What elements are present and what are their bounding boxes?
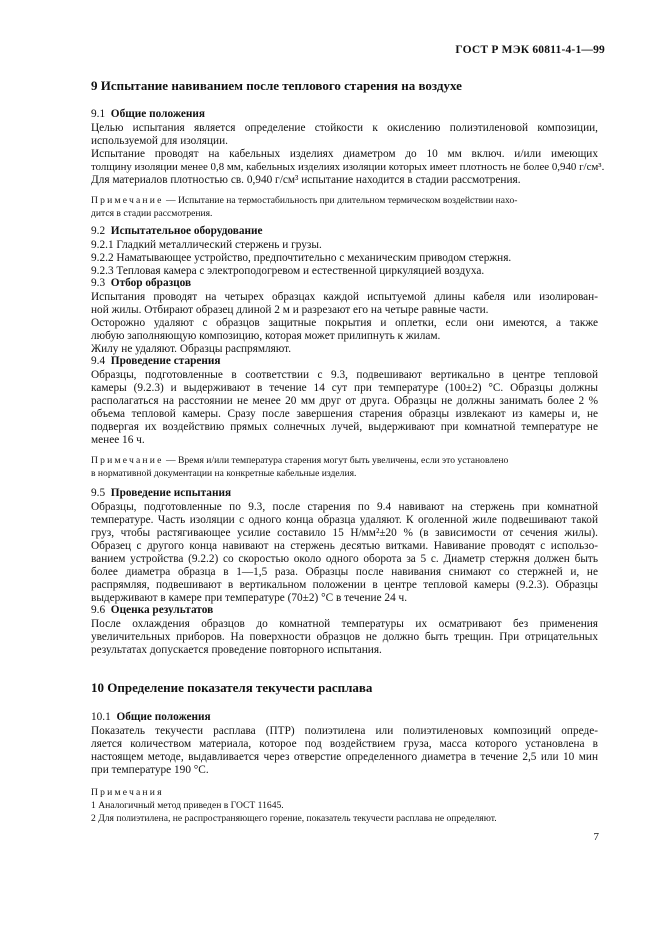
text-line: толщину изоляции менее 0,8 мм, кабельных изделиях изоляции которых имеет плотность не более 0,940 г/см³.: [91, 161, 605, 173]
text-line: Испытание проводят на кабельных изделиях диаметром до 10 мм включ. и/или имеющих: [91, 148, 598, 160]
text-line: Испытания проводят на четырех образцах каждой испытуемой длины кабеля или изолирован-: [91, 291, 598, 303]
page-number: 7: [593, 831, 599, 843]
note-2-cont: в нормативной документации на конкретные кабельные изделия.: [91, 468, 357, 479]
note-1-cont: дится в стадии рассмотрения.: [91, 208, 213, 219]
heading-9-5: 9.5 Проведение испытания: [91, 487, 232, 499]
text-line: Образцы, подготовленные в соответствии с 9.3, подвешивают вертикально в центре тепловой: [91, 369, 598, 381]
text-line: располагаться на расстоянии не менее 20 мм друг от друга. Образцы не должны занимать более 2 %: [91, 395, 598, 407]
text-line: После охлаждения образцов до комнатной температуры их осматривают без применения: [91, 618, 598, 630]
text-line: Жилу не удаляют. Образцы распрямляют.: [91, 343, 292, 355]
text-line: при температуре 190 °С.: [91, 764, 209, 776]
note-item-2: 2 Для полиэтилена, не распространяющего горение, показатель текучести расплава не определяют.: [91, 813, 497, 824]
section-9-title: 9 Испытание навиванием после теплового старения на воздухе: [91, 78, 462, 93]
text-line: любую заполняющую композицию, которая может прилипнуть к жилам.: [91, 330, 441, 342]
text-line: объема тепловой камеры. Сразу после завершения старения образцы извлекают из камеры и, не: [91, 408, 598, 420]
heading-9-1: 9.1 Общие положения: [91, 108, 206, 120]
text-line: Образец с другого конца навивают на стержень десятью витками. Навивание проводят с использо-: [91, 540, 598, 552]
heading-10-1: 10.1 Общие положения: [91, 711, 211, 723]
list-item-9-2-3: 9.2.3 Тепловая камера с электроподогревом и естественной циркуляцией воздуха.: [91, 265, 485, 277]
text-line: ляется количеством материала, которое под воздействием груза, масса которого установлена в: [91, 738, 598, 750]
heading-9-2: 9.2 Испытательное оборудование: [91, 225, 263, 237]
text-line: настоящем методе, выдавливается через отверстие определенного диаметра в течение 2,5 или 10 мин: [91, 751, 598, 763]
heading-9-6: 9.6 Оценка результатов: [91, 604, 214, 616]
list-item-9-2-1: 9.2.1 Гладкий металлический стержень и грузы.: [91, 239, 322, 251]
text-line: подвергая их воздействию прямых солнечных лучей, выдерживают при комнатной температуре не: [91, 421, 598, 433]
note-1: Примечание — Испытание на термостабильность при длительном термическом воздействии нахо-: [91, 195, 518, 206]
text-line: Целью испытания является определение стойкости к окислению полиэтиленовой композиции,: [91, 122, 598, 134]
text-line: выдерживают в камере при температуре (70±2) °С в течение 24 ч.: [91, 592, 408, 604]
text-line: Образцы, подготовленные по 9.3, после старения по 9.4 навивают на стержень при комнатной: [91, 501, 598, 513]
text-line: груз, чтобы растягивающее усилие составило 15 Н/мм²±20 % (в зависимости от сечения жилы).: [91, 527, 598, 539]
section-10-title: 10 Определение показателя текучести расплава: [91, 680, 373, 695]
text-line: Показатель текучести расплава (ПТР) полиэтилена или полиэтиленовых композиций опреде-: [91, 725, 598, 737]
note-2: Примечание — Время и/или температура старения могут быть увеличены, если это установлено: [91, 455, 509, 466]
text-line: ной жилы. Отбирают образец длиной 2 м и разрезают его на четыре равные части.: [91, 304, 489, 316]
text-line: температуре. Часть изоляции с одного конца образца удаляют. К оголенной жиле подвешивают такой: [91, 514, 598, 526]
text-line: увеличительных приборов. На поверхности образцов не должно быть трещин. При отрицательных: [91, 631, 598, 643]
heading-9-3: 9.3 Отбор образцов: [91, 277, 192, 289]
page-header: ГОСТ Р МЭК 60811-4-1—99: [455, 44, 605, 56]
text-line: более диаметра образца в 1—1,5 раза. Образцы после навивания снимают со стержней и, не: [91, 566, 598, 578]
text-line: Осторожно удаляют с образцов защитные покрытия и оплетки, если они имеются, а также: [91, 317, 598, 329]
notes-label: Примечания: [91, 787, 164, 798]
text-line: менее 16 ч.: [91, 434, 145, 446]
text-line: камеры (9.2.3) и выдерживают в течение 14 сут при температуре (100±2) °С. Образцы должны: [91, 382, 598, 394]
heading-9-4: 9.4 Проведение старения: [91, 355, 221, 367]
text-line: Для материалов плотностью св. 0,940 г/см³ испытание находится в стадии рассмотрения.: [91, 174, 521, 186]
text-line: результатах допускается проведение повторного испытания.: [91, 644, 382, 656]
text-line: распрямляя, подвешивают в вертикальном положении в центре тепловой камеры (9.2.3). Образцы: [91, 579, 598, 591]
list-item-9-2-2: 9.2.2 Наматывающее устройство, предпочтительно с механическим приводом стержня.: [91, 252, 512, 264]
text-line: используемой для изоляции.: [91, 135, 228, 147]
note-item-1: 1 Аналогичный метод приведен в ГОСТ 11645.: [91, 800, 284, 811]
text-line: ванием устройства (9.2.2) со скоростью около одного оборота за 5 с. Диаметр стержня должен быть: [91, 553, 598, 565]
